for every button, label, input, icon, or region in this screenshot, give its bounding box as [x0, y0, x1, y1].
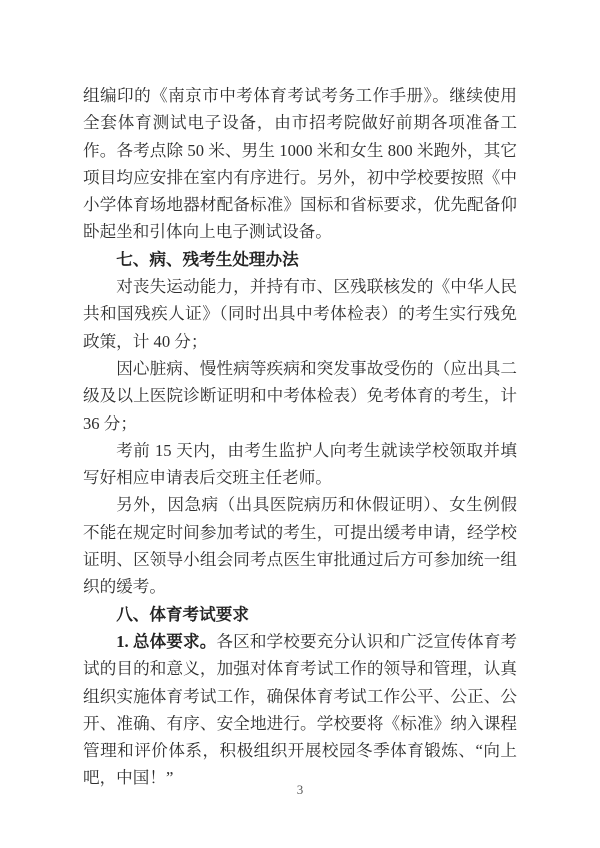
paragraph-lead-general-requirements: 1. 总体要求。: [116, 631, 217, 651]
paragraph-illness-exemption-policy: 因心脏病、慢性病等疾病和突发事故受伤的（应出具二级及以上医院诊断证明和中考体检表）免考体育的考生，计 36 分；: [83, 358, 517, 433]
paragraph-disability-exemption-policy: 对丧失运动能力，并持有市、区残联核发的《中华人民共和国残疾人证》（同时出具中考体检表）的考生实行残免政策，计 40 分；: [83, 277, 517, 351]
paragraph-application-form-procedure: 考前 15 天内，由考生监护人向考生就读学校领取并填写好相应申请表后交班主任老师。: [83, 440, 517, 488]
section-heading-8-exam-requirements: 八、体育考试要求: [116, 604, 249, 624]
page-number: 3: [296, 782, 304, 797]
paragraph-deferred-exam-policy: 另外，因急病（出具医院病历和休假证明）、女生例假不能在规定时间参加考试的考生，可提出缓考申请，经学校证明、区领导小组会同考点医生审批通过后方可参加统一组织的缓考。: [83, 495, 517, 597]
paragraph-general-requirements: [83, 628, 517, 792]
section-heading-7-sick-disabled-students: 七、病、残考生处理办法: [116, 249, 299, 269]
document-body: [83, 82, 517, 792]
paragraph-general-requirements-text: 各区和学校要充分认识和广泛宣传体育考试的目的和意义，加强对体育考试工作的领导和管理，认真组织实施体育考试工作，确保体育考试工作公平、公正、公开、准确、有序、安全地进行。学校要将《标准》纳入课程管理和评价体系，积极组织开展校园冬季体育锻炼、“向上吧，中国！”: [83, 631, 518, 788]
paragraph-exam-manual-continuation: 组编印的《南京市中考体育考试考务工作手册》。继续使用全套体育测试电子设备，由市招考院做好前期各项准备工作。各考点除 50 米、男生 1000 米和女生 800 米跑外，其它项目均应安排在室内有序进行。另外，初中学校要按照《中小学体育场地器材配备标准》国标和省标要求，优先配备仰卧起坐和引体向上电子测试设备。: [83, 86, 517, 242]
